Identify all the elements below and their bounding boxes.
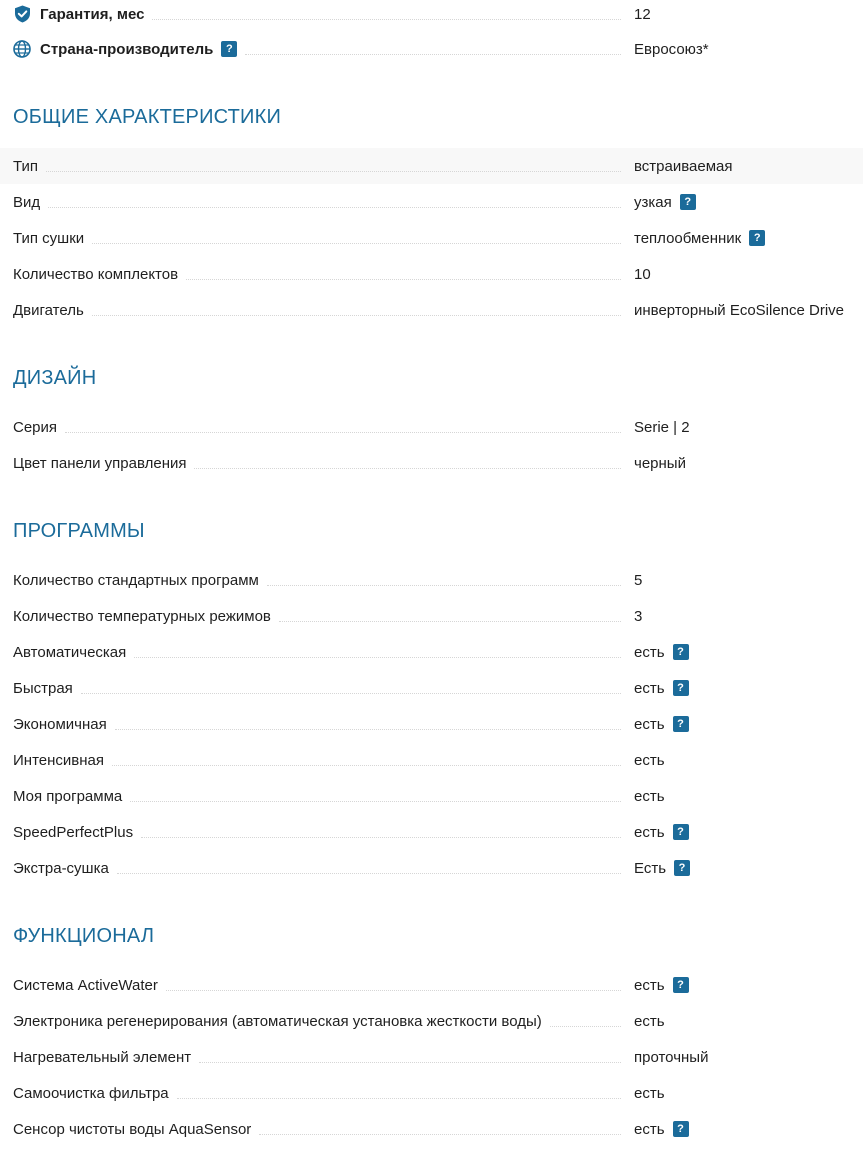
spec-value: есть <box>634 715 665 733</box>
dotted-leader <box>141 823 621 838</box>
spec-row <box>0 256 863 292</box>
spec-label: Интенсивная <box>13 751 104 769</box>
spec-row <box>0 814 863 850</box>
spec-label: Страна-производитель <box>40 40 214 58</box>
spec-label: Моя программа <box>13 787 123 805</box>
spec-label-cell <box>13 634 621 670</box>
spec-value: есть <box>634 679 665 697</box>
dotted-leader <box>186 265 621 280</box>
spec-value-cell <box>634 1003 665 1039</box>
spec-row <box>0 148 863 184</box>
spec-label-cell <box>13 598 621 634</box>
spec-row <box>0 184 863 220</box>
spec-value-cell <box>634 670 689 706</box>
help-icon[interactable]: ? <box>673 824 689 840</box>
spec-row <box>0 742 863 778</box>
dotted-leader <box>115 715 621 730</box>
help-icon[interactable]: ? <box>673 977 689 993</box>
spec-row <box>0 1039 863 1075</box>
spec-label: Система ActiveWater <box>13 976 158 994</box>
spec-label-cell <box>13 256 621 292</box>
spec-label-cell <box>13 220 621 256</box>
spec-label-cell <box>13 778 621 814</box>
spec-row <box>0 292 863 328</box>
spec-row <box>0 634 863 670</box>
spec-value-cell <box>634 1111 689 1147</box>
help-icon[interactable]: ? <box>673 1121 689 1137</box>
spec-value-cell <box>634 184 696 220</box>
help-icon[interactable]: ? <box>673 680 689 696</box>
section-title: ДИЗАЙН <box>13 367 97 389</box>
spec-value: 10 <box>634 265 651 283</box>
section-title: ОБЩИЕ ХАРАКТЕРИСТИКИ <box>13 106 282 128</box>
dotted-leader <box>134 643 621 658</box>
spec-label-cell <box>13 742 621 778</box>
spec-value: теплообменник <box>634 229 742 247</box>
dotted-leader <box>166 976 621 991</box>
spec-label: Экономичная <box>13 715 107 733</box>
dotted-leader <box>46 157 621 172</box>
dotted-leader <box>65 418 621 433</box>
help-icon[interactable]: ? <box>673 716 689 732</box>
spec-value-cell <box>634 634 689 670</box>
section-title: ПРОГРАММЫ <box>13 520 145 542</box>
spec-row <box>0 706 863 742</box>
spec-value-cell <box>634 256 651 292</box>
spec-label-cell <box>13 670 621 706</box>
spec-value: черный <box>634 454 686 472</box>
spec-label-cell <box>13 967 621 1003</box>
shield-check-icon <box>13 5 31 23</box>
spec-label: Цвет панели управления <box>13 454 187 472</box>
spec-label: Количество комплектов <box>13 265 179 283</box>
dotted-leader <box>279 607 621 622</box>
spec-value-cell <box>634 292 844 328</box>
spec-label-cell <box>13 184 621 220</box>
spec-label: Тип <box>13 157 39 175</box>
spec-value-cell <box>634 742 665 778</box>
spec-row <box>0 562 863 598</box>
spec-value-cell <box>634 31 709 67</box>
spec-label-cell <box>13 409 621 445</box>
spec-label-cell <box>13 445 621 481</box>
help-icon[interactable]: ? <box>680 194 696 210</box>
spec-value-cell <box>634 220 765 256</box>
spec-value: есть <box>634 1012 665 1030</box>
spec-value-cell <box>634 850 690 886</box>
dotted-leader <box>130 787 621 802</box>
dotted-leader <box>267 571 621 586</box>
spec-value: Евросоюз* <box>634 40 709 58</box>
dotted-leader <box>48 193 621 208</box>
spec-row <box>0 445 863 481</box>
spec-label-cell <box>13 1111 621 1147</box>
spec-label-cell <box>13 706 621 742</box>
spec-row <box>0 1075 863 1111</box>
spec-row <box>0 850 863 886</box>
spec-label: SpeedPerfectPlus <box>13 823 134 841</box>
spec-value: 3 <box>634 607 643 625</box>
spec-row <box>0 31 863 67</box>
spec-value-cell <box>634 148 733 184</box>
spec-label: Серия <box>13 418 58 436</box>
spec-label: Быстрая <box>13 679 73 697</box>
dotted-leader <box>550 1012 621 1027</box>
spec-label-cell <box>13 31 621 67</box>
spec-label-cell <box>13 1003 621 1039</box>
spec-label: Сенсор чистоты воды AquaSensor <box>13 1120 252 1138</box>
spec-row <box>0 967 863 1003</box>
spec-value-cell <box>634 1039 708 1075</box>
spec-value: есть <box>634 1084 665 1102</box>
spec-label-cell <box>13 1039 621 1075</box>
help-icon[interactable]: ? <box>674 860 690 876</box>
spec-value: 5 <box>634 571 643 589</box>
spec-label-cell <box>13 562 621 598</box>
globe-icon <box>13 40 31 58</box>
spec-value: встраиваемая <box>634 157 733 175</box>
spec-label: Электроника регенерирования (автоматическая установка жесткости воды) <box>13 1012 542 1030</box>
spec-value-cell <box>634 967 689 1003</box>
spec-value: есть <box>634 976 665 994</box>
spec-row <box>0 598 863 634</box>
help-icon[interactable]: ? <box>673 644 689 660</box>
spec-row <box>0 1111 863 1147</box>
dotted-leader <box>112 751 621 766</box>
dotted-leader <box>81 679 621 694</box>
spec-label: Количество стандартных программ <box>13 571 259 589</box>
spec-value: есть <box>634 823 665 841</box>
spec-row <box>0 0 863 32</box>
spec-value: есть <box>634 751 665 769</box>
dotted-leader <box>245 40 621 55</box>
spec-label: Двигатель <box>13 301 84 319</box>
spec-value: есть <box>634 787 665 805</box>
spec-label: Автоматическая <box>13 643 127 661</box>
spec-value: проточный <box>634 1048 709 1066</box>
spec-value: есть <box>634 1120 665 1138</box>
spec-row <box>0 220 863 256</box>
spec-label-cell <box>13 1075 621 1111</box>
dotted-leader <box>177 1084 621 1099</box>
dotted-leader <box>152 5 621 20</box>
spec-row <box>0 778 863 814</box>
spec-label: Нагревательный элемент <box>13 1048 192 1066</box>
spec-value-cell <box>634 0 651 32</box>
dotted-leader <box>199 1048 621 1063</box>
spec-value-cell <box>634 598 642 634</box>
spec-value-cell <box>634 1075 665 1111</box>
spec-value: Serie | 2 <box>634 418 690 436</box>
spec-value-cell <box>634 562 642 598</box>
spec-label: Тип сушки <box>13 229 85 247</box>
dotted-leader <box>194 454 621 469</box>
spec-label: Количество температурных режимов <box>13 607 271 625</box>
dotted-leader <box>92 301 621 316</box>
spec-row <box>0 1003 863 1039</box>
dotted-leader <box>117 859 621 874</box>
spec-label: Вид <box>13 193 41 211</box>
spec-label-cell <box>13 814 621 850</box>
spec-value: есть <box>634 643 665 661</box>
section-title: ФУНКЦИОНАЛ <box>13 925 155 947</box>
spec-value: Есть <box>634 859 667 877</box>
spec-value: инверторный EcoSilence Drive <box>634 301 845 319</box>
spec-label-cell <box>13 292 621 328</box>
spec-value-cell <box>634 409 690 445</box>
spec-row <box>0 670 863 706</box>
help-icon[interactable]: ? <box>221 41 237 57</box>
spec-label: Экстра-сушка <box>13 859 109 877</box>
spec-value-cell <box>634 814 689 850</box>
spec-label: Самоочистка фильтра <box>13 1084 169 1102</box>
spec-label-cell <box>13 0 621 32</box>
spec-value: узкая <box>634 193 672 211</box>
spec-value: 12 <box>634 5 651 23</box>
spec-row <box>0 409 863 445</box>
dotted-leader <box>259 1120 621 1135</box>
spec-value-cell <box>634 445 686 481</box>
spec-label: Гарантия, мес <box>40 5 145 23</box>
dotted-leader <box>92 229 621 244</box>
spec-value-cell <box>634 706 689 742</box>
help-icon[interactable]: ? <box>749 230 765 246</box>
spec-label-cell <box>13 148 621 184</box>
spec-label-cell <box>13 850 621 886</box>
spec-value-cell <box>634 778 665 814</box>
